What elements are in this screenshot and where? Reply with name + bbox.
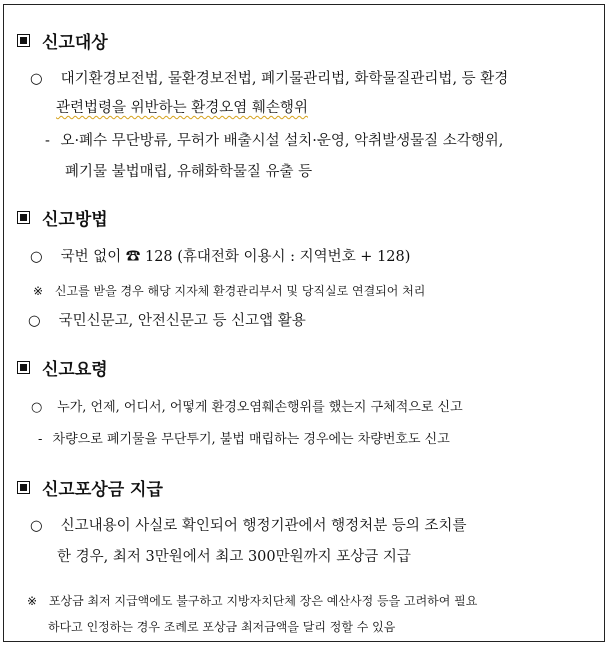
list-item [30,245,410,266]
note-continuation: 하다고 인정하는 경우 조례로 포상금 최저금액을 달리 정할 수 있음 [48,620,396,634]
section-heading-report-methods [17,205,108,230]
sub-item [45,129,503,150]
list-item-text: 누가, 언제, 어디서, 어떻게 환경오염훼손행위를 했는지 구체적으로 신고 [57,400,463,415]
note-text: 신고를 받을 경우 해당 지자체 환경관리부서 및 당직실로 연결되어 처리 [54,284,426,298]
dash-bullet: - [45,133,50,149]
section-title: 신고방법 [42,210,108,230]
filled-square-icon [17,361,30,374]
reference-mark: ※ [33,284,44,298]
section-heading-report-guidelines [17,355,108,380]
section-heading-reward-payment [17,475,163,500]
circle-bullet: ○ [28,313,41,329]
section-title: 신고대상 [42,33,108,53]
filled-square-icon [17,481,30,494]
note [27,592,477,609]
list-item [30,514,466,535]
section-title: 신고포상금 지급 [42,480,163,500]
reference-mark: ※ [27,594,38,608]
sub-item-text: 오·폐수 무단방류, 무허가 배출시설 설치·운영, 악취발생물질 소각행위, [60,133,504,149]
circle-bullet: ○ [30,518,43,534]
list-item-continuation: 관련법령을 위반하는 환경오염 훼손행위 [56,100,308,116]
sub-item [38,428,450,447]
circle-bullet: ○ [30,71,43,87]
note [33,282,425,299]
section-heading-report-targets [17,28,108,53]
list-item [31,396,463,415]
sub-item-text: 차량으로 폐기물을 무단투기, 불법 매립하는 경우에는 차량번호도 신고 [52,432,450,447]
list-item [28,309,306,330]
section-title: 신고요령 [42,360,108,380]
list-item-text: 국민신문고, 안전신문고 등 신고앱 활용 [58,313,306,329]
note-text: 포상금 최저 지급액에도 불구하고 지방자치단체 장은 예산사정 등을 고려하여 필요 [48,594,478,608]
circle-bullet: ○ [30,249,43,265]
circle-bullet: ○ [31,400,43,415]
list-item-text: 신고내용이 사실로 확인되어 행정기관에서 행정처분 등의 조치를 [60,518,467,534]
filled-square-icon [17,211,30,224]
list-item-text: 국번 없이 ☎ 128 (휴대전화 이용시 : 지역번호 + 128) [60,249,411,265]
dash-bullet: - [38,432,43,447]
list-item [30,67,508,88]
list-item-text: 대기환경보전법, 물환경보전법, 폐기물관리법, 화학물질관리법, 등 환경 [60,71,509,87]
list-item-continuation: 한 경우, 최저 3만원에서 최고 300만원까지 포상금 지급 [57,549,411,565]
sub-item-continuation: 폐기물 불법매립, 유해화학물질 유출 등 [65,164,313,180]
filled-square-icon [17,34,30,47]
